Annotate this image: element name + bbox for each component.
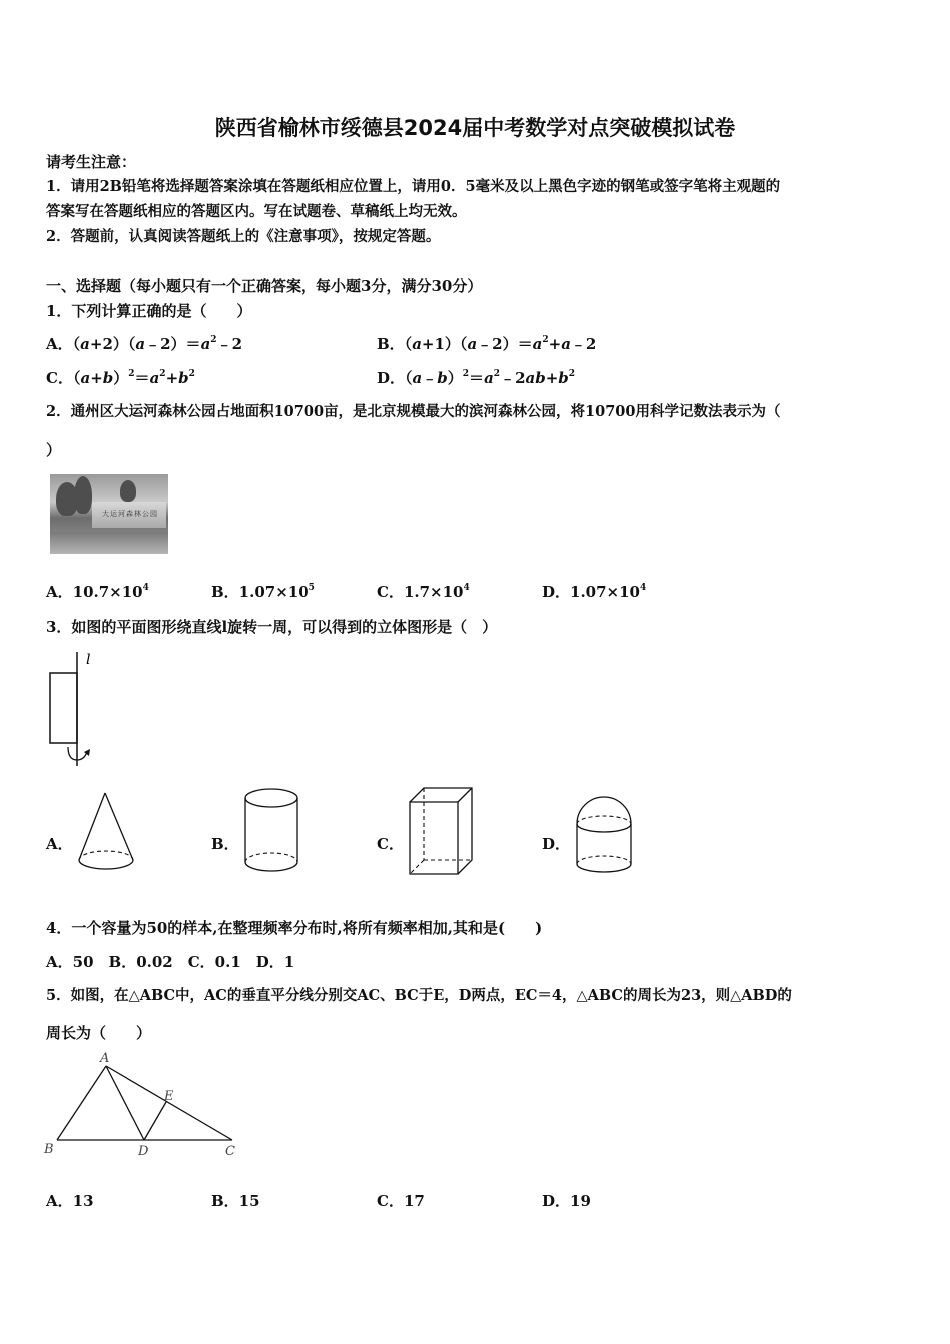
- park-photo: [50, 474, 168, 554]
- q5-option-a[interactable]: A．13: [46, 1192, 94, 1210]
- q4-stem: 4．一个容量为50的样本,在整理频率分布时,将所有频率相加,其和是( ): [46, 919, 543, 937]
- q1-option-c[interactable]: C．$(a+b)^2=a^2+b^2$: [46, 369, 195, 387]
- notice-line-1b: 答案写在答题纸相应的答题区内。写在试题卷、草稿纸上均无效。: [46, 203, 467, 220]
- q3-option-c-label[interactable]: C．: [377, 835, 404, 853]
- q2-stem-cont: ）: [46, 441, 62, 459]
- park-sign-text: 大运河森林公园: [102, 510, 158, 518]
- point-label-b: B: [44, 1142, 54, 1157]
- point-label-d: D: [138, 1144, 149, 1159]
- cylinder-hemisphere-figure[interactable]: [574, 794, 634, 876]
- q5-stem-cont: 周长为（ ）: [46, 1024, 152, 1042]
- q5-triangle-figure: [42, 1050, 242, 1162]
- notice-line-1: 1．请用2B铅笔将选择题答案涂填在答题纸相应位置上，请用0．5毫米及以上黑色字迹的钢笔或签字笔将主观题的: [46, 178, 781, 195]
- q3-option-d-label[interactable]: D．: [542, 835, 571, 853]
- cone-figure[interactable]: [76, 790, 138, 876]
- q3-rotation-figure: [40, 648, 110, 773]
- section-heading: 一、选择题（每小题只有一个正确答案，每小题3分，满分30分）: [46, 277, 483, 295]
- q1-option-d[interactable]: D．$(a﹣b)^2=a^2﹣2ab+b^2$: [377, 369, 576, 387]
- notice-line-2: 2．答题前，认真阅读答题纸上的《注意事项》，按规定答题。: [46, 228, 441, 245]
- point-label-e: E: [164, 1089, 174, 1104]
- point-label-c: C: [225, 1144, 235, 1159]
- q5-option-b[interactable]: B．15: [211, 1192, 260, 1210]
- q3-option-a-label[interactable]: A．: [46, 835, 73, 853]
- notice-heading: 请考生注意：: [46, 153, 137, 171]
- q1-stem: 1．下列计算正确的是（ ）: [46, 302, 252, 320]
- q3-axis-label: l: [86, 652, 91, 668]
- point-label-a: A: [100, 1051, 110, 1066]
- q2-stem: 2．通州区大运河森林公园占地面积10700亩，是北京规模最大的滨河森林公园，将10700用科学记数法表示为（: [46, 403, 781, 420]
- q5-stem: 5．如图，在△ABC中，AC的垂直平分线分别交AC、BC于E，D两点，EC＝4，△ABC的周长为23，则△ABD的: [46, 987, 792, 1004]
- q2-option-b[interactable]: B．$1.07\times 10^5$: [211, 583, 315, 601]
- q2-option-d[interactable]: D．$1.07\times 10^4$: [542, 583, 647, 601]
- page-title: 陕西省榆林市绥德县2024届中考数学对点突破模拟试卷: [214, 116, 736, 140]
- q4-options[interactable]: A．50 B．0.02 C．0.1 D．1: [46, 953, 295, 971]
- q1-option-b[interactable]: B．$(a+1)(a﹣2)=a^2+a﹣2$: [377, 335, 597, 353]
- q1-option-a[interactable]: A．$(a+2)(a﹣2)=a^2﹣2$: [46, 335, 242, 353]
- cuboid-figure[interactable]: [406, 786, 478, 878]
- q2-option-a[interactable]: A．$10.7\times 10^4$: [46, 583, 149, 601]
- q3-option-b-label[interactable]: B．: [211, 835, 239, 853]
- q2-option-c[interactable]: C．$1.7\times 10^4$: [377, 583, 470, 601]
- q5-option-c[interactable]: C．17: [377, 1192, 425, 1210]
- q3-stem: 3．如图的平面图形绕直线l旋转一周，可以得到的立体图形是（ ）: [46, 618, 498, 636]
- cylinder-figure[interactable]: [242, 786, 300, 878]
- q5-option-d[interactable]: D．19: [542, 1192, 591, 1210]
